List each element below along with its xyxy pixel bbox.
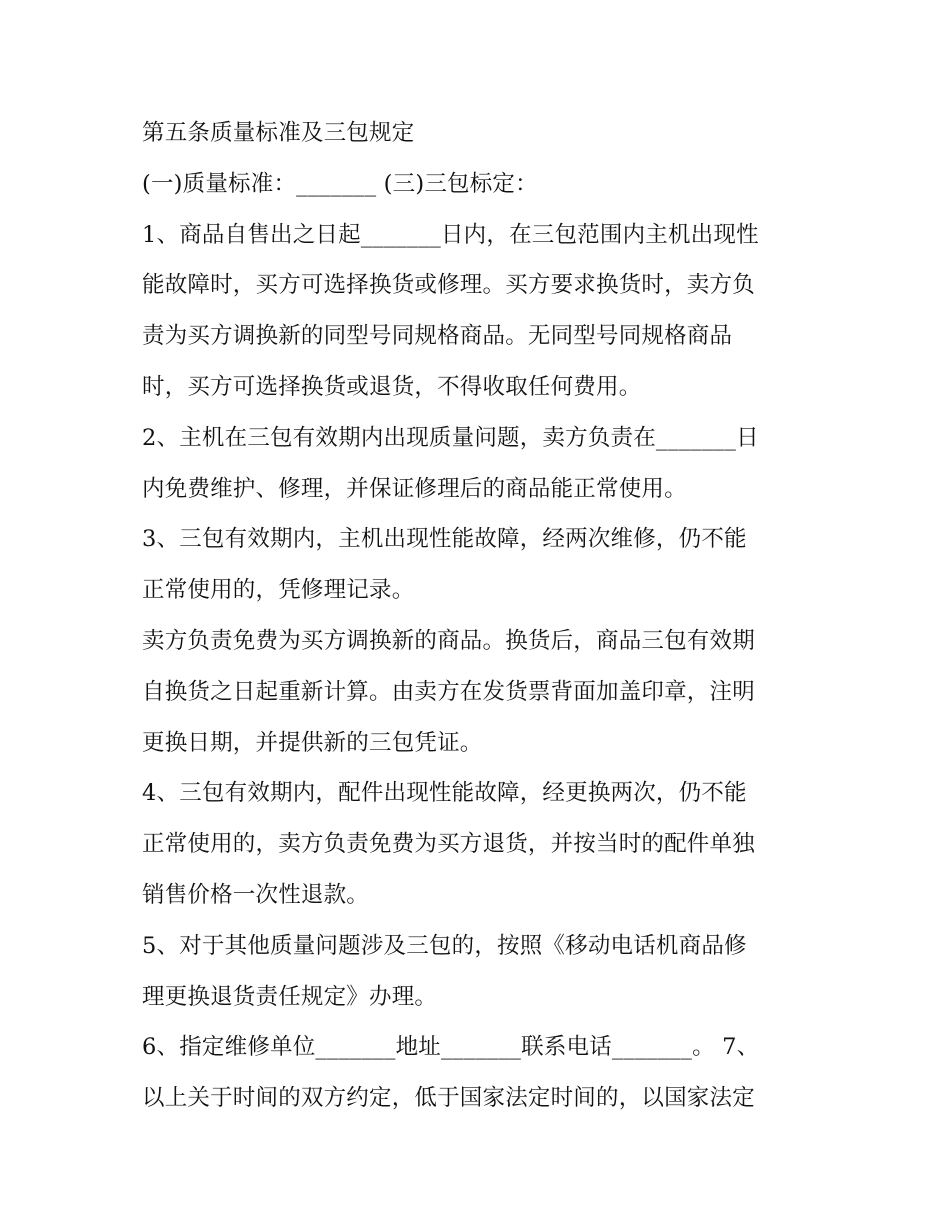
text-line: 5、对于其他质量问题涉及三包的，按照《移动电话机商品修 <box>142 932 747 959</box>
text-line: 时，买方可选择换货或退货，不得收取任何费用。 <box>142 373 642 400</box>
text-line: 1、商品自售出之日起_______日内，在三包范围内主机出现性 <box>142 221 759 248</box>
text-line: 责为买方调换新的同型号同规格商品。无同型号同规格商品 <box>142 323 733 350</box>
text-line: 能故障时，买方可选择换货或修理。买方要求换货时，卖方负 <box>142 272 755 299</box>
text-line: 正常使用的，卖方负责免费为买方退货，并按当时的配件单独 <box>142 831 755 858</box>
text-line: 更换日期，并提供新的三包凭证。 <box>142 729 483 756</box>
text-line: 3、三包有效期内，主机出现性能故障，经两次维修，仍不能 <box>142 526 747 553</box>
text-line: 卖方负责免费为买方调换新的商品。换货后，商品三包有效期 <box>142 627 755 654</box>
text-line: 销售价格一次性退款。 <box>142 881 370 908</box>
text-line: 2、主机在三包有效期内出现质量问题，卖方负责在_______日 <box>142 424 759 451</box>
section-heading: 第五条质量标准及三包规定 <box>142 120 415 146</box>
text-line: 自换货之日起重新计算。由卖方在发货票背面加盖印章，注明 <box>142 678 755 705</box>
text-line: 理更换退货责任规定》办理。 <box>142 983 438 1010</box>
text-line: (一)质量标准：_______ (三)三包标定： <box>142 170 538 197</box>
text-line: 4、三包有效期内，配件出现性能故障，经更换两次，仍不能 <box>142 780 747 807</box>
document-body <box>142 108 822 1124</box>
text-line: 内免费维护、修理，并保证修理后的商品能正常使用。 <box>142 475 687 502</box>
text-line: 6、指定维修单位_______地址_______联系电话_______。 7、 <box>142 1034 760 1061</box>
text-line: 以上关于时间的双方约定，低于国家法定时间的，以国家法定 <box>142 1085 755 1112</box>
text-line: 正常使用的，凭修理记录。 <box>142 577 415 604</box>
